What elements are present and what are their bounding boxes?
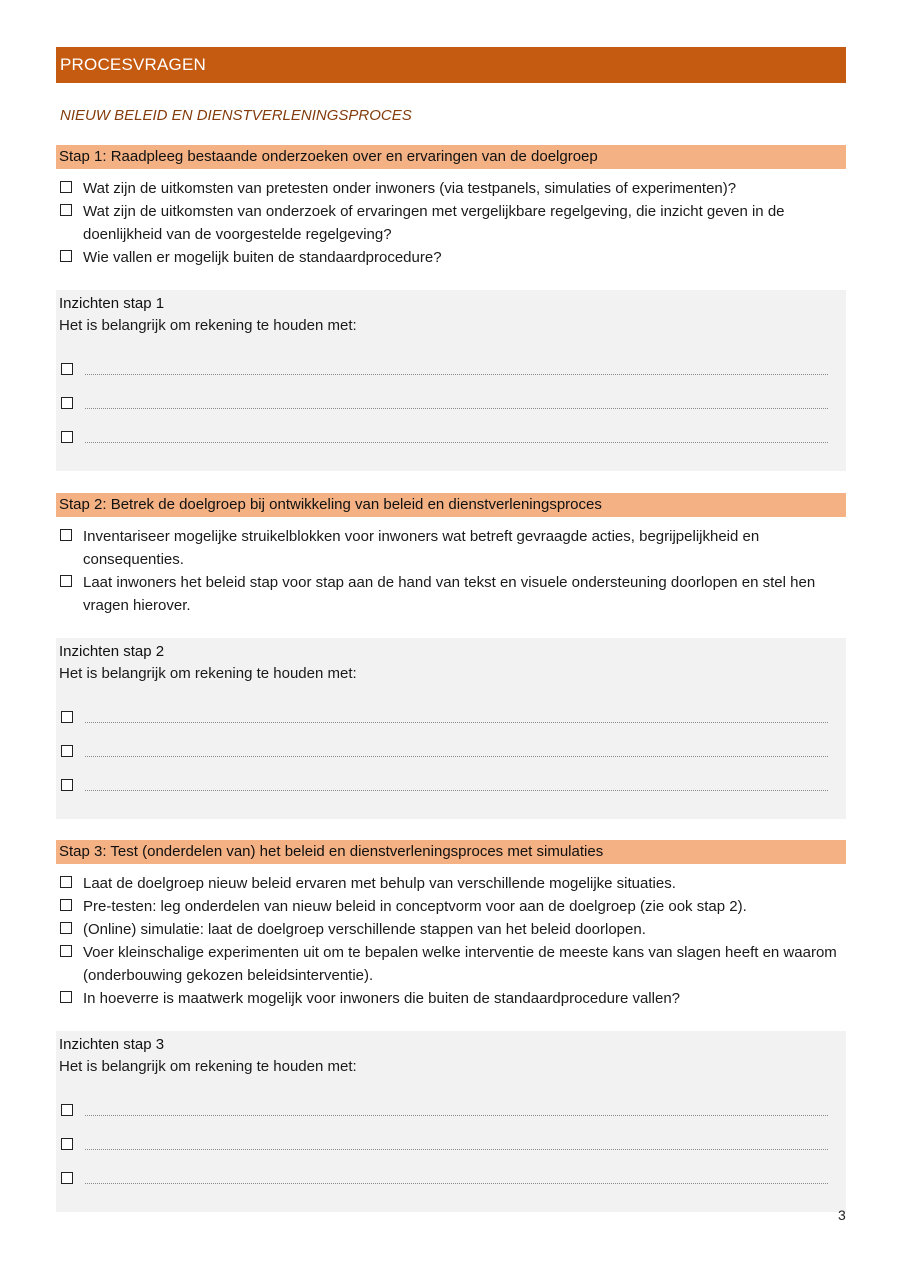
fill-in-row (59, 741, 842, 775)
checkbox[interactable] (61, 431, 73, 443)
document-page (56, 47, 846, 1212)
insights-title: Inzichten stap 3 (59, 1036, 165, 1053)
step-2-checklist (56, 525, 846, 617)
checkbox[interactable] (60, 575, 72, 587)
step-2-heading: Stap 2: Betrek de doelgroep bij ontwikkeling van beleid en dienstverleningsproces (56, 493, 846, 517)
checkbox[interactable] (60, 899, 72, 911)
dotted-fill-line[interactable] (85, 1115, 828, 1116)
fill-in-row (59, 359, 842, 393)
fill-in-row (59, 707, 842, 741)
insights-title: Inzichten stap 1 (59, 295, 165, 312)
step-3-checklist (56, 872, 846, 1010)
insights-subtitle: Het is belangrijk om rekening te houden met: (59, 317, 357, 334)
checklist-item-text: Wie vallen er mogelijk buiten de standaardprocedure? (83, 249, 442, 266)
dotted-fill-line[interactable] (85, 790, 828, 791)
dotted-fill-line[interactable] (85, 442, 828, 443)
checkbox[interactable] (60, 529, 72, 541)
insights-box-step-1 (56, 290, 846, 471)
checkbox[interactable] (60, 181, 72, 193)
insights-box-step-2 (56, 638, 846, 819)
fill-in-row (59, 775, 842, 809)
insights-subtitle: Het is belangrijk om rekening te houden met: (59, 1058, 357, 1075)
fill-in-row (59, 393, 842, 427)
checkbox[interactable] (60, 991, 72, 1003)
checklist-item (56, 872, 846, 895)
step-1-heading: Stap 1: Raadpleeg bestaande onderzoeken over en ervaringen van de doelgroep (56, 145, 846, 169)
checkbox[interactable] (60, 922, 72, 934)
fill-in-row (59, 427, 842, 461)
checkbox[interactable] (60, 204, 72, 216)
checklist-item-text: Laat de doelgroep nieuw beleid ervaren met behulp van verschillende mogelijke situaties. (83, 875, 676, 892)
fill-in-row (59, 1134, 842, 1168)
step-1-checklist (56, 177, 846, 269)
subheading: NIEUW BELEID EN DIENSTVERLENINGSPROCES (60, 107, 412, 124)
page-number: 3 (838, 1207, 846, 1223)
checkbox[interactable] (61, 711, 73, 723)
checkbox[interactable] (60, 250, 72, 262)
checklist-item (56, 941, 846, 987)
dotted-fill-line[interactable] (85, 1183, 828, 1184)
checklist-item (56, 246, 846, 269)
checklist-item (56, 987, 846, 1010)
dotted-fill-line[interactable] (85, 756, 828, 757)
checkbox[interactable] (61, 1104, 73, 1116)
insights-subtitle: Het is belangrijk om rekening te houden met: (59, 665, 357, 682)
checklist-item-text: (Online) simulatie: laat de doelgroep verschillende stappen van het beleid doorlopen. (83, 921, 646, 938)
checkbox[interactable] (60, 945, 72, 957)
checkbox[interactable] (61, 363, 73, 375)
checklist-item-text: Wat zijn de uitkomsten van pretesten onder inwoners (via testpanels, simulaties of experimenten)? (83, 180, 737, 197)
fill-in-row (59, 1168, 842, 1202)
checklist-item (56, 918, 846, 941)
dotted-fill-line[interactable] (85, 408, 828, 409)
dotted-fill-line[interactable] (85, 1149, 828, 1150)
checklist-item-text: In hoeverre is maatwerk mogelijk voor inwoners die buiten de standaardprocedure vallen? (83, 990, 680, 1007)
checkbox[interactable] (60, 876, 72, 888)
step-3-heading: Stap 3: Test (onderdelen van) het beleid en dienstverleningsproces met simulaties (56, 840, 846, 864)
checklist-item (56, 525, 846, 571)
checklist-item-text: Pre-testen: leg onderdelen van nieuw beleid in conceptvorm voor aan de doelgroep (zie ook stap 2). (83, 898, 747, 915)
dotted-fill-line[interactable] (85, 722, 828, 723)
checklist-item-text: Inventariseer mogelijke struikelblokken voor inwoners wat betreft gevraagde acties, begrijpelijkheid en consequenties. (83, 528, 760, 568)
checklist-item (56, 200, 846, 246)
insights-box-step-3 (56, 1031, 846, 1212)
checkbox[interactable] (61, 1138, 73, 1150)
checklist-item (56, 177, 846, 200)
section-header: PROCESVRAGEN (56, 47, 846, 83)
fill-in-row (59, 1100, 842, 1134)
checklist-item-text: Voer kleinschalige experimenten uit om te bepalen welke interventie de meeste kans van slagen heeft en waarom (onderbouwing gekozen beleidsinterventie). (83, 944, 837, 984)
checklist-item (56, 571, 846, 617)
checklist-item-text: Wat zijn de uitkomsten van onderzoek of ervaringen met vergelijkbare regelgeving, die inzicht geven in de doenlijkheid van de voorgestelde regelgeving? (83, 203, 785, 243)
checkbox[interactable] (61, 1172, 73, 1184)
checkbox[interactable] (61, 397, 73, 409)
checkbox[interactable] (61, 779, 73, 791)
insights-title: Inzichten stap 2 (59, 643, 165, 660)
checklist-item (56, 895, 846, 918)
checkbox[interactable] (61, 745, 73, 757)
dotted-fill-line[interactable] (85, 374, 828, 375)
checklist-item-text: Laat inwoners het beleid stap voor stap aan de hand van tekst en visuele ondersteuning doorlopen en stel hen vragen hierover. (83, 574, 816, 614)
